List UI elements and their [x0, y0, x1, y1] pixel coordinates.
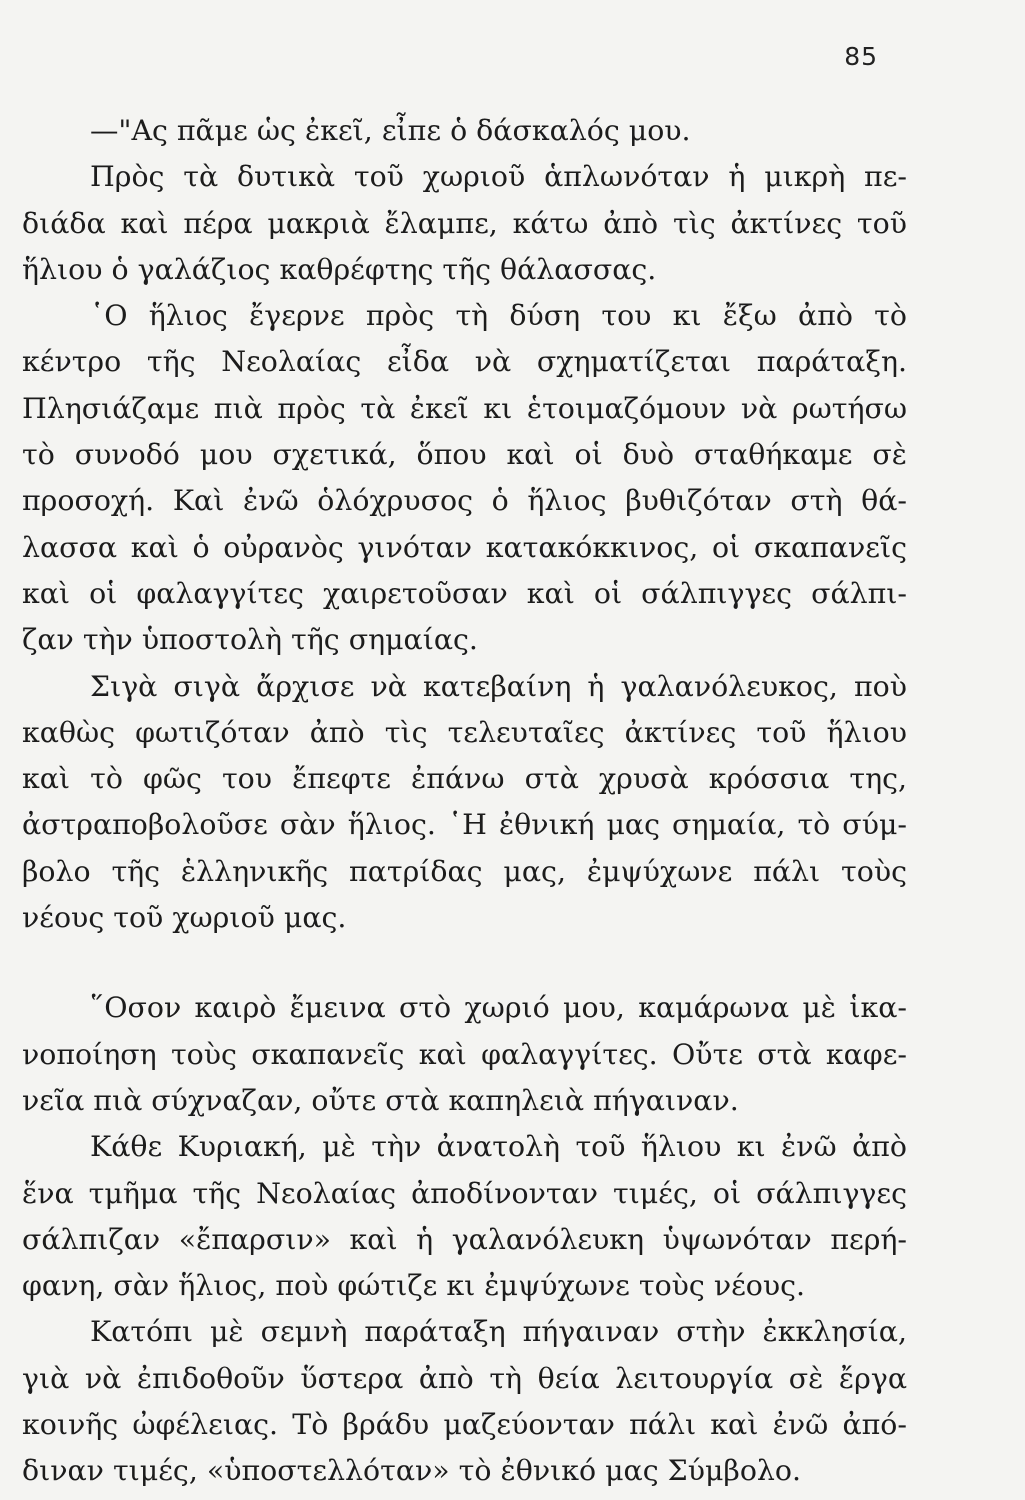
text-line: λασσα καὶ ὁ οὐρανὸς γινόταν κατακόκκινος, οἱ σκαπανεῖς	[22, 530, 907, 564]
text-line: ζαν τὴν ὑποστολὴ τῆς σημαίας.	[22, 623, 478, 657]
text-line: καθὼς φωτιζόταν ἀπὸ τὶς τελευταῖες ἀκτίνες τοῦ ἥλιου	[22, 715, 907, 749]
text-line: τὸ συνοδό μου σχετικά, ὅπου καὶ οἱ δυὸ σταθήκαμε σὲ	[22, 438, 907, 472]
text-line: ἀστραποβολοῦσε σὰν ἥλιος. ῾Η ἐθνική μας σημαία, τὸ σύμ-	[22, 808, 907, 842]
text-line: φανη, σὰν ἥλιος, ποὺ φώτιζε κι ἐμψύχωνε τοὺς νέους.	[22, 1269, 806, 1303]
text-line: Πρὸς τὰ δυτικὰ τοῦ χωριοῦ ἁπλωνόταν ἡ μικρὴ πε-	[90, 160, 907, 194]
text-line: προσοχή. Καὶ ἐνῶ ὁλόχρυσος ὁ ἥλιος βυθιζόταν στὴ θά-	[22, 484, 907, 518]
section-break	[22, 941, 907, 985]
text-line: γιὰ νὰ ἐπιδοθοῦν ὕστερα ἀπὸ τὴ θεία λειτουργία σὲ ἔργα	[22, 1361, 907, 1395]
text-line: ἥλιου ὁ γαλάζιος καθρέφτης τῆς θάλασσας.	[22, 252, 657, 286]
text-line: Κατόπι μὲ σεμνὴ παράταξη πήγαιναν στὴν ἐκκλησία,	[90, 1315, 907, 1349]
text-line: διναν τιμές, «ὑποστελλόταν» τὸ ἐθνικό μας Σύμβολο.	[22, 1454, 802, 1488]
body-text	[22, 108, 907, 1495]
text-section-2	[22, 985, 907, 1494]
text-line: νοποίηση τοὺς σκαπανεῖς καὶ φαλαγγίτες. Οὔτε στὰ καφε-	[22, 1037, 907, 1071]
text-line: κοινῆς ὠφέλειας. Τὸ βράδυ μαζεύονταν πάλι καὶ ἐνῶ ἀπό-	[22, 1408, 907, 1442]
text-line: νεῖα πιὰ σύχναζαν, οὔτε στὰ καπηλειὰ πήγαιναν.	[22, 1083, 739, 1117]
page-number: 85	[844, 42, 878, 71]
text-line: Σιγὰ σιγὰ ἄρχισε νὰ κατεβαίνη ἡ γαλανόλευκος, ποὺ	[90, 669, 907, 703]
text-line: σάλπιζαν «ἔπαρσιν» καὶ ἡ γαλανόλευκη ὑψωνόταν περή-	[22, 1222, 907, 1256]
text-section-1	[22, 108, 907, 941]
text-line: Πλησιάζαμε πιὰ πρὸς τὰ ἐκεῖ κι ἑτοιμαζόμουν νὰ ρωτήσω	[22, 391, 907, 425]
text-line: βολο τῆς ἑλληνικῆς πατρίδας μας, ἐμψύχωνε πάλι τοὺς	[22, 854, 907, 888]
text-line: ῾Ο ἥλιος ἔγερνε πρὸς τὴ δύση του κι ἔξω ἀπὸ τὸ	[90, 299, 907, 333]
text-line: κέντρο τῆς Νεολαίας εἶδα νὰ σχηματίζεται παράταξη.	[22, 345, 907, 379]
text-line: καὶ οἱ φαλαγγίτες χαιρετοῦσαν καὶ οἱ σάλπιγγες σάλπι-	[22, 576, 907, 610]
text-line: —"Ας πᾶμε ὡς ἐκεῖ, εἶπε ὁ δάσκαλός μου.	[90, 114, 691, 147]
text-line: ῞Οσον καιρὸ ἔμεινα στὸ χωριό μου, καμάρωνα μὲ ἱκα-	[90, 991, 907, 1025]
text-line: νέους τοῦ χωριοῦ μας.	[22, 901, 347, 935]
text-line: Κάθε Κυριακή, μὲ τὴν ἀνατολὴ τοῦ ἥλιου κι ἐνῶ ἀπὸ	[90, 1130, 907, 1164]
text-line: καὶ τὸ φῶς του ἔπεφτε ἐπάνω στὰ χρυσὰ κρόσσια της,	[22, 762, 907, 796]
text-line: ἕνα τμῆμα τῆς Νεολαίας ἀποδίνονταν τιμές, οἱ σάλπιγγες	[22, 1176, 907, 1210]
text-line: διάδα καὶ πέρα μακριὰ ἔλαμπε, κάτω ἀπὸ τὶς ἀκτίνες τοῦ	[22, 206, 907, 240]
